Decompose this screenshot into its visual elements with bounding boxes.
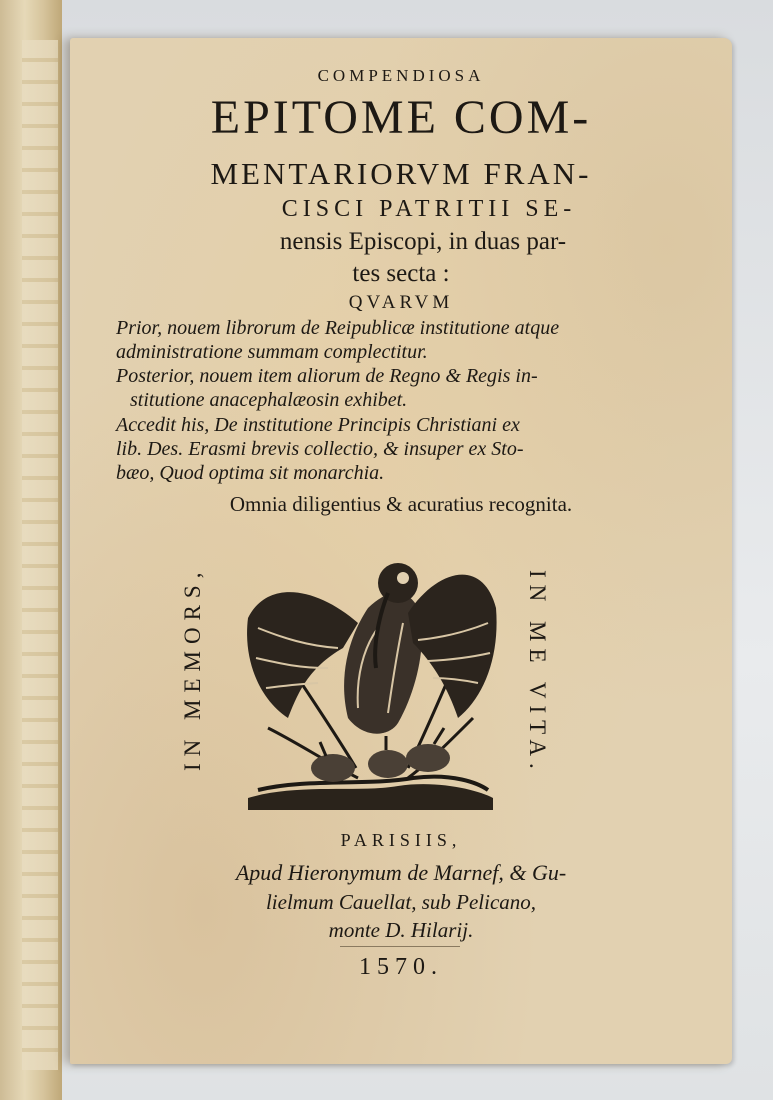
accedit-line-1: Accedit his, De institutione Principis Christiani ex: [116, 414, 520, 436]
title-page: [70, 38, 732, 1064]
binding-edge: [22, 40, 58, 1070]
title-line-1: COMPENDIOSA: [317, 66, 485, 85]
pelican-device-woodcut: [238, 528, 500, 818]
accedit-line-3: bæo, Quod optima sit monarchia.: [116, 462, 385, 484]
motto-right: IN ME VITA.: [525, 570, 550, 776]
imprint-line-3: monte D. Hilarij.: [328, 918, 474, 942]
imprint-city: PARISIIS,: [340, 830, 462, 850]
motto-left: IN MEMORS,: [180, 565, 205, 771]
imprint-line-1: Apud Hieronymum de Marnef, & Gu-: [235, 860, 567, 885]
imprint-year: 1570.: [359, 954, 443, 980]
quarum-heading: QVARVM: [348, 292, 454, 313]
posterior-line-1: Posterior, nouem item aliorum de Regno & Regis in-: [116, 365, 538, 387]
vellum-binding: [0, 0, 62, 1100]
title-line-6: tes secta :: [352, 260, 450, 287]
posterior-paragraph: [116, 364, 706, 412]
recognita-line: Omnia diligentius & acuratius recognita.: [229, 492, 573, 516]
imprint-line-2: lielmum Cauellat, sub Pelicano,: [265, 890, 537, 914]
title-line-3: MENTARIORVM FRAN-: [210, 156, 592, 191]
title-line-2: EPITOME COM-: [210, 91, 592, 144]
imprint-rule: [340, 946, 460, 947]
prior-line-2: administratione summam complectitur.: [116, 341, 428, 363]
title-line-4: CISCI PATRITII SE-: [281, 196, 577, 222]
prior-paragraph: [116, 316, 706, 364]
accedit-paragraph: [116, 413, 706, 485]
accedit-line-2: lib. Des. Erasmi brevis collectio, & insuper ex Sto-: [116, 438, 524, 460]
title-line-5: nensis Episcopi, in duas par-: [279, 228, 567, 255]
posterior-line-2: stitutione anacephalæosin exhibet.: [130, 389, 408, 411]
prior-line-1: Prior, nouem librorum de Reipublicæ institutione atque: [116, 317, 560, 339]
